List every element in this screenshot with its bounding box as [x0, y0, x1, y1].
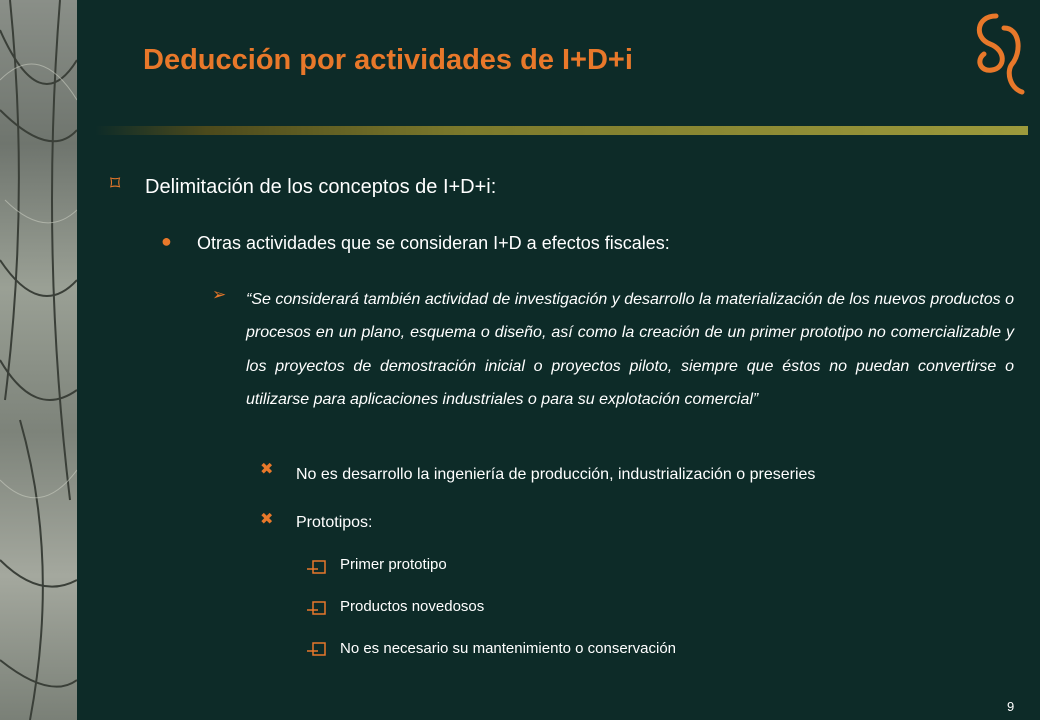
level5-item-first-prototype: Primer prototipo — [340, 556, 447, 573]
level1-bullet-icon: ⌑ — [110, 173, 121, 195]
page-number: 9 — [1007, 699, 1015, 714]
decorative-side-image — [0, 0, 77, 720]
arrow-bullet-icon: ➢ — [212, 285, 227, 304]
level5-item-maintenance: No es necesario su mantenimiento o conservación — [340, 640, 677, 657]
level2-bullet-icon: ● — [161, 231, 172, 251]
level5-item-novel-products: Productos novedosos — [340, 598, 485, 615]
pencil-square-bullet-icon — [306, 557, 328, 580]
level4-item-production-engineering: No es desarrollo la ingeniería de producción, industrialización o preseries — [296, 466, 816, 483]
slide-title: Deducción por actividades de I+D+i — [143, 44, 633, 76]
pencil-square-bullet-icon — [306, 598, 328, 621]
level1-text: Delimitación de los conceptos de I+D+i: — [145, 176, 497, 198]
title-divider — [95, 126, 1028, 135]
pencil-square-bullet-icon — [306, 639, 328, 662]
stylized-s-logo-icon — [966, 8, 1028, 98]
cross-bullet-icon: ✖ — [260, 461, 274, 478]
level2-text: Otras actividades que se consideran I+D a efectos fiscales: — [197, 233, 670, 253]
legal-quote-paragraph: “Se considerará también actividad de investigación y desarrollo la materialización de los nuevos productos o procesos en un plano, esquema o diseño, así como la creación de un primer prototipo no comercializable y los proyectos de demostración inicial o proyectos piloto, siempre que éstos no puedan convertirse o utilizarse para aplicaciones industriales o para su explotación comercial” — [246, 291, 1014, 408]
level4-item-prototypes: Prototipos: — [296, 514, 373, 531]
cross-bullet-icon: ✖ — [260, 511, 274, 528]
